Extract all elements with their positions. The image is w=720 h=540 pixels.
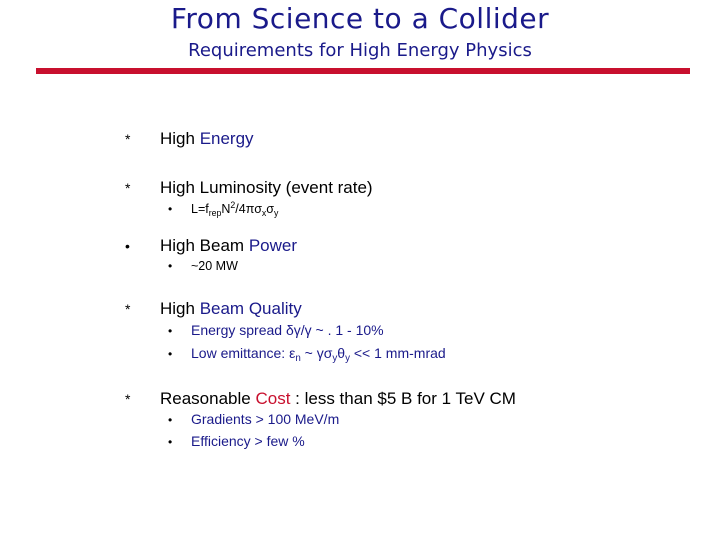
sub-bullet-marker: • xyxy=(168,347,173,361)
sub-bullet-marker: • xyxy=(168,435,173,449)
bullet-marker: * xyxy=(125,131,131,147)
sub-bullet-energy-spread xyxy=(168,322,384,338)
bullet-high-energy xyxy=(125,129,254,149)
sub-bullet-text: Low emittance: xyxy=(191,345,290,361)
sub-bullet-gradients xyxy=(168,411,339,427)
formula-part: L=f xyxy=(191,202,209,216)
bullet-text: High Beam xyxy=(160,236,249,255)
symbol-epsilon: ε xyxy=(289,345,296,361)
formula-sup: 2 xyxy=(230,200,236,210)
bullet-text: Reasonable xyxy=(160,389,256,408)
symbol-gamma: γ xyxy=(316,345,324,361)
bullet-text: High xyxy=(160,129,200,148)
symbol-slash: / xyxy=(300,322,305,338)
sub-bullet-efficiency xyxy=(168,433,305,449)
symbol-gamma: γ xyxy=(304,322,312,338)
sub-bullet-marker: • xyxy=(168,413,173,427)
sub-bullet-marker: • xyxy=(168,324,173,338)
bullet-text: High Luminosity (event rate) xyxy=(160,178,373,197)
symbol-gamma: γ xyxy=(293,322,301,338)
sub-bullet-luminosity-formula xyxy=(168,202,278,216)
formula-sub: y xyxy=(274,208,279,218)
formula-part: /4 xyxy=(235,202,246,216)
formula-sub: y xyxy=(345,353,350,364)
sub-bullet-text: Gradients > 100 MeV/m xyxy=(191,411,340,427)
bullet-text: : less than $5 B for 1 TeV CM xyxy=(290,389,516,408)
bullet-marker: * xyxy=(125,180,131,196)
bullet-text: High xyxy=(160,299,200,318)
highlight-cost: Cost xyxy=(255,389,291,408)
symbol-delta: δ xyxy=(285,322,294,338)
highlight-beam-quality: Beam Quality xyxy=(199,299,302,318)
bullet-reasonable-cost xyxy=(125,389,516,409)
symbol-sigma: σ xyxy=(323,345,333,361)
sub-bullet-text: << 1 mm-mrad xyxy=(349,345,446,361)
bullet-marker: • xyxy=(125,238,130,254)
title-divider xyxy=(36,68,690,74)
bullet-marker: * xyxy=(125,391,131,407)
symbol-theta: θ xyxy=(337,345,346,361)
sub-bullet-text: Energy spread xyxy=(191,322,286,338)
symbol-tilde: ~ xyxy=(300,345,317,361)
formula-part: σ xyxy=(254,202,262,216)
slide-title: From Science to a Collider xyxy=(170,2,550,35)
bullet-high-luminosity xyxy=(125,178,373,198)
bullet-high-beam-power xyxy=(125,236,297,256)
bullet-high-beam-quality xyxy=(125,299,302,319)
bullet-marker: * xyxy=(125,301,131,317)
sub-bullet-marker: • xyxy=(168,202,173,216)
formula-part: N xyxy=(221,202,231,216)
formula-sub: n xyxy=(295,353,301,364)
formula-part: π xyxy=(245,202,255,216)
formula-sub: y xyxy=(332,353,338,364)
sub-bullet-low-emittance xyxy=(168,345,446,364)
sub-bullet-marker: • xyxy=(168,259,173,273)
highlight-power: Power xyxy=(248,236,298,255)
formula-part: σ xyxy=(266,202,274,216)
sub-bullet-power-value xyxy=(168,259,238,273)
formula-sub: x xyxy=(261,208,267,218)
formula-sub: rep xyxy=(208,208,222,218)
sub-bullet-text: ~20 MW xyxy=(191,259,238,273)
slide-subtitle: Requirements for High Energy Physics xyxy=(188,40,532,61)
sub-bullet-text: ~ . 1 - 10% xyxy=(311,322,384,338)
sub-bullet-text: Efficiency > few % xyxy=(191,433,305,449)
highlight-energy: Energy xyxy=(199,129,254,148)
